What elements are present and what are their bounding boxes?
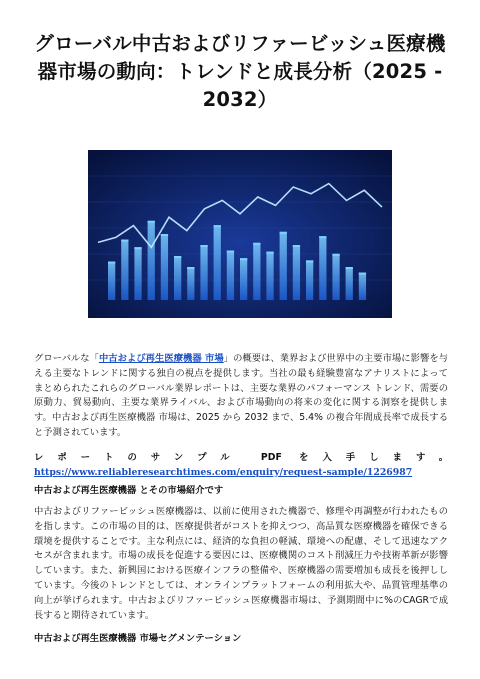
hero-bar bbox=[346, 267, 353, 300]
hero-bar-cap bbox=[187, 267, 194, 269]
hero-bar-cap bbox=[359, 273, 366, 275]
hero-bar-cap bbox=[280, 232, 287, 234]
title-line-3: 2032） bbox=[202, 88, 278, 111]
hero-bar bbox=[108, 262, 115, 301]
hero-bar-cap bbox=[227, 251, 234, 253]
title-line-1: グローバル中古およびリファービッシュ医療機 bbox=[34, 32, 446, 55]
hero-bar-cap bbox=[240, 258, 247, 260]
hero-bar-cap bbox=[319, 236, 326, 238]
hero-bar bbox=[134, 247, 141, 300]
sample-request bbox=[34, 451, 448, 481]
hero-bar-cap bbox=[253, 243, 260, 245]
hero-bar-cap bbox=[306, 260, 313, 262]
hero-bar bbox=[148, 221, 155, 300]
hero-bar-cap bbox=[161, 234, 168, 236]
sample-url-link[interactable]: https://www.reliableresearchtimes.com/enquiry/request-sample/1226987 bbox=[34, 466, 413, 478]
hero-bar-cap bbox=[346, 267, 353, 269]
hero-bar-cap bbox=[293, 245, 300, 247]
hero-bar bbox=[227, 251, 234, 301]
hero-bar-cap bbox=[108, 262, 115, 264]
hero-bar-cap bbox=[214, 225, 221, 227]
hero-bar bbox=[266, 252, 273, 300]
section-heading-segmentation: 中古および再生医療機器 市場セグメンテーション bbox=[34, 633, 242, 644]
hero-bar bbox=[319, 236, 326, 300]
hero-bar bbox=[280, 232, 287, 300]
hero-bar bbox=[200, 245, 207, 300]
hero-bar bbox=[240, 258, 247, 300]
hero-bar bbox=[161, 234, 168, 300]
market-link[interactable]: 中古および再生医療機器 市場 bbox=[98, 353, 224, 364]
hero-bar-cap bbox=[121, 240, 128, 242]
section-body-intro: 中古およびリファービッシュ医療機器は、以前に使用された機器で、修理や再調整が行われたものを指します。この市場の目的は、医療提供者がコストを抑えつつ、高品質な医療機器を確保できる環境を提供することです。主な利点には、経済的な負担の軽減、環境への配慮、そして迅速なアクセスが含まれます。市場の成長を促進する要因には、医療機関のコスト削減圧力や技術革新が影響しています。また、新興国における医療インフラの整備や、医療機器の需要増加も成長を後押ししています。今後のトレンドとしては、オンラインプラットフォームの利用拡大や、品質管理基準の向上が挙げられます。中古およびリファービッシュ医療機器市場は、予測期間中に%のCAGRで成長すると期待されています。 bbox=[34, 506, 448, 621]
hero-bar bbox=[214, 225, 221, 300]
intro-pre: グローバルな「 bbox=[34, 353, 99, 364]
page-title bbox=[28, 30, 452, 114]
sample-label: レポートのサンプル PDF を入手します。 bbox=[34, 452, 448, 463]
bar-chart-graphic-icon bbox=[88, 150, 392, 318]
hero-bar-cap bbox=[200, 245, 207, 247]
hero-bar bbox=[121, 240, 128, 301]
hero-bar-cap bbox=[332, 254, 339, 256]
hero-bar-cap bbox=[266, 252, 273, 254]
hero-bar bbox=[293, 245, 300, 300]
title-line-2: 器市場の動向：トレンドと成長分析（2025 - bbox=[37, 60, 443, 83]
hero-bar bbox=[359, 273, 366, 301]
hero-bar-cap bbox=[134, 247, 141, 249]
hero-bar bbox=[187, 267, 194, 300]
hero-bar bbox=[332, 254, 339, 300]
hero-image bbox=[88, 150, 392, 318]
intro-post: 」の概要は、業界および世界中の主要市場に影響を与える主要なトレンドに関する独自の視点を提供します。当社の最も経験豊富なアナリストによってまとめられたこれらのグローバル業界レポートは、主要な業界のパフォーマンス トレンド、需要の原動力、貿易動向、主要な業界ライバル、および市場動向の将来の変化に関する洞察を提供します。中古および再生医療機器 市場は、2025 から 2032 まで、5.4% の複合年間成長率で成長すると予測されています。 bbox=[34, 353, 448, 438]
hero-bar bbox=[174, 256, 181, 300]
hero-bar-cap bbox=[148, 221, 155, 223]
hero-bar bbox=[306, 260, 313, 300]
hero-bar-cap bbox=[174, 256, 181, 258]
section-heading-intro: 中古および再生医療機器 とその市場紹介です bbox=[34, 485, 224, 496]
intro-paragraph bbox=[34, 352, 448, 441]
hero-bar bbox=[253, 243, 260, 300]
